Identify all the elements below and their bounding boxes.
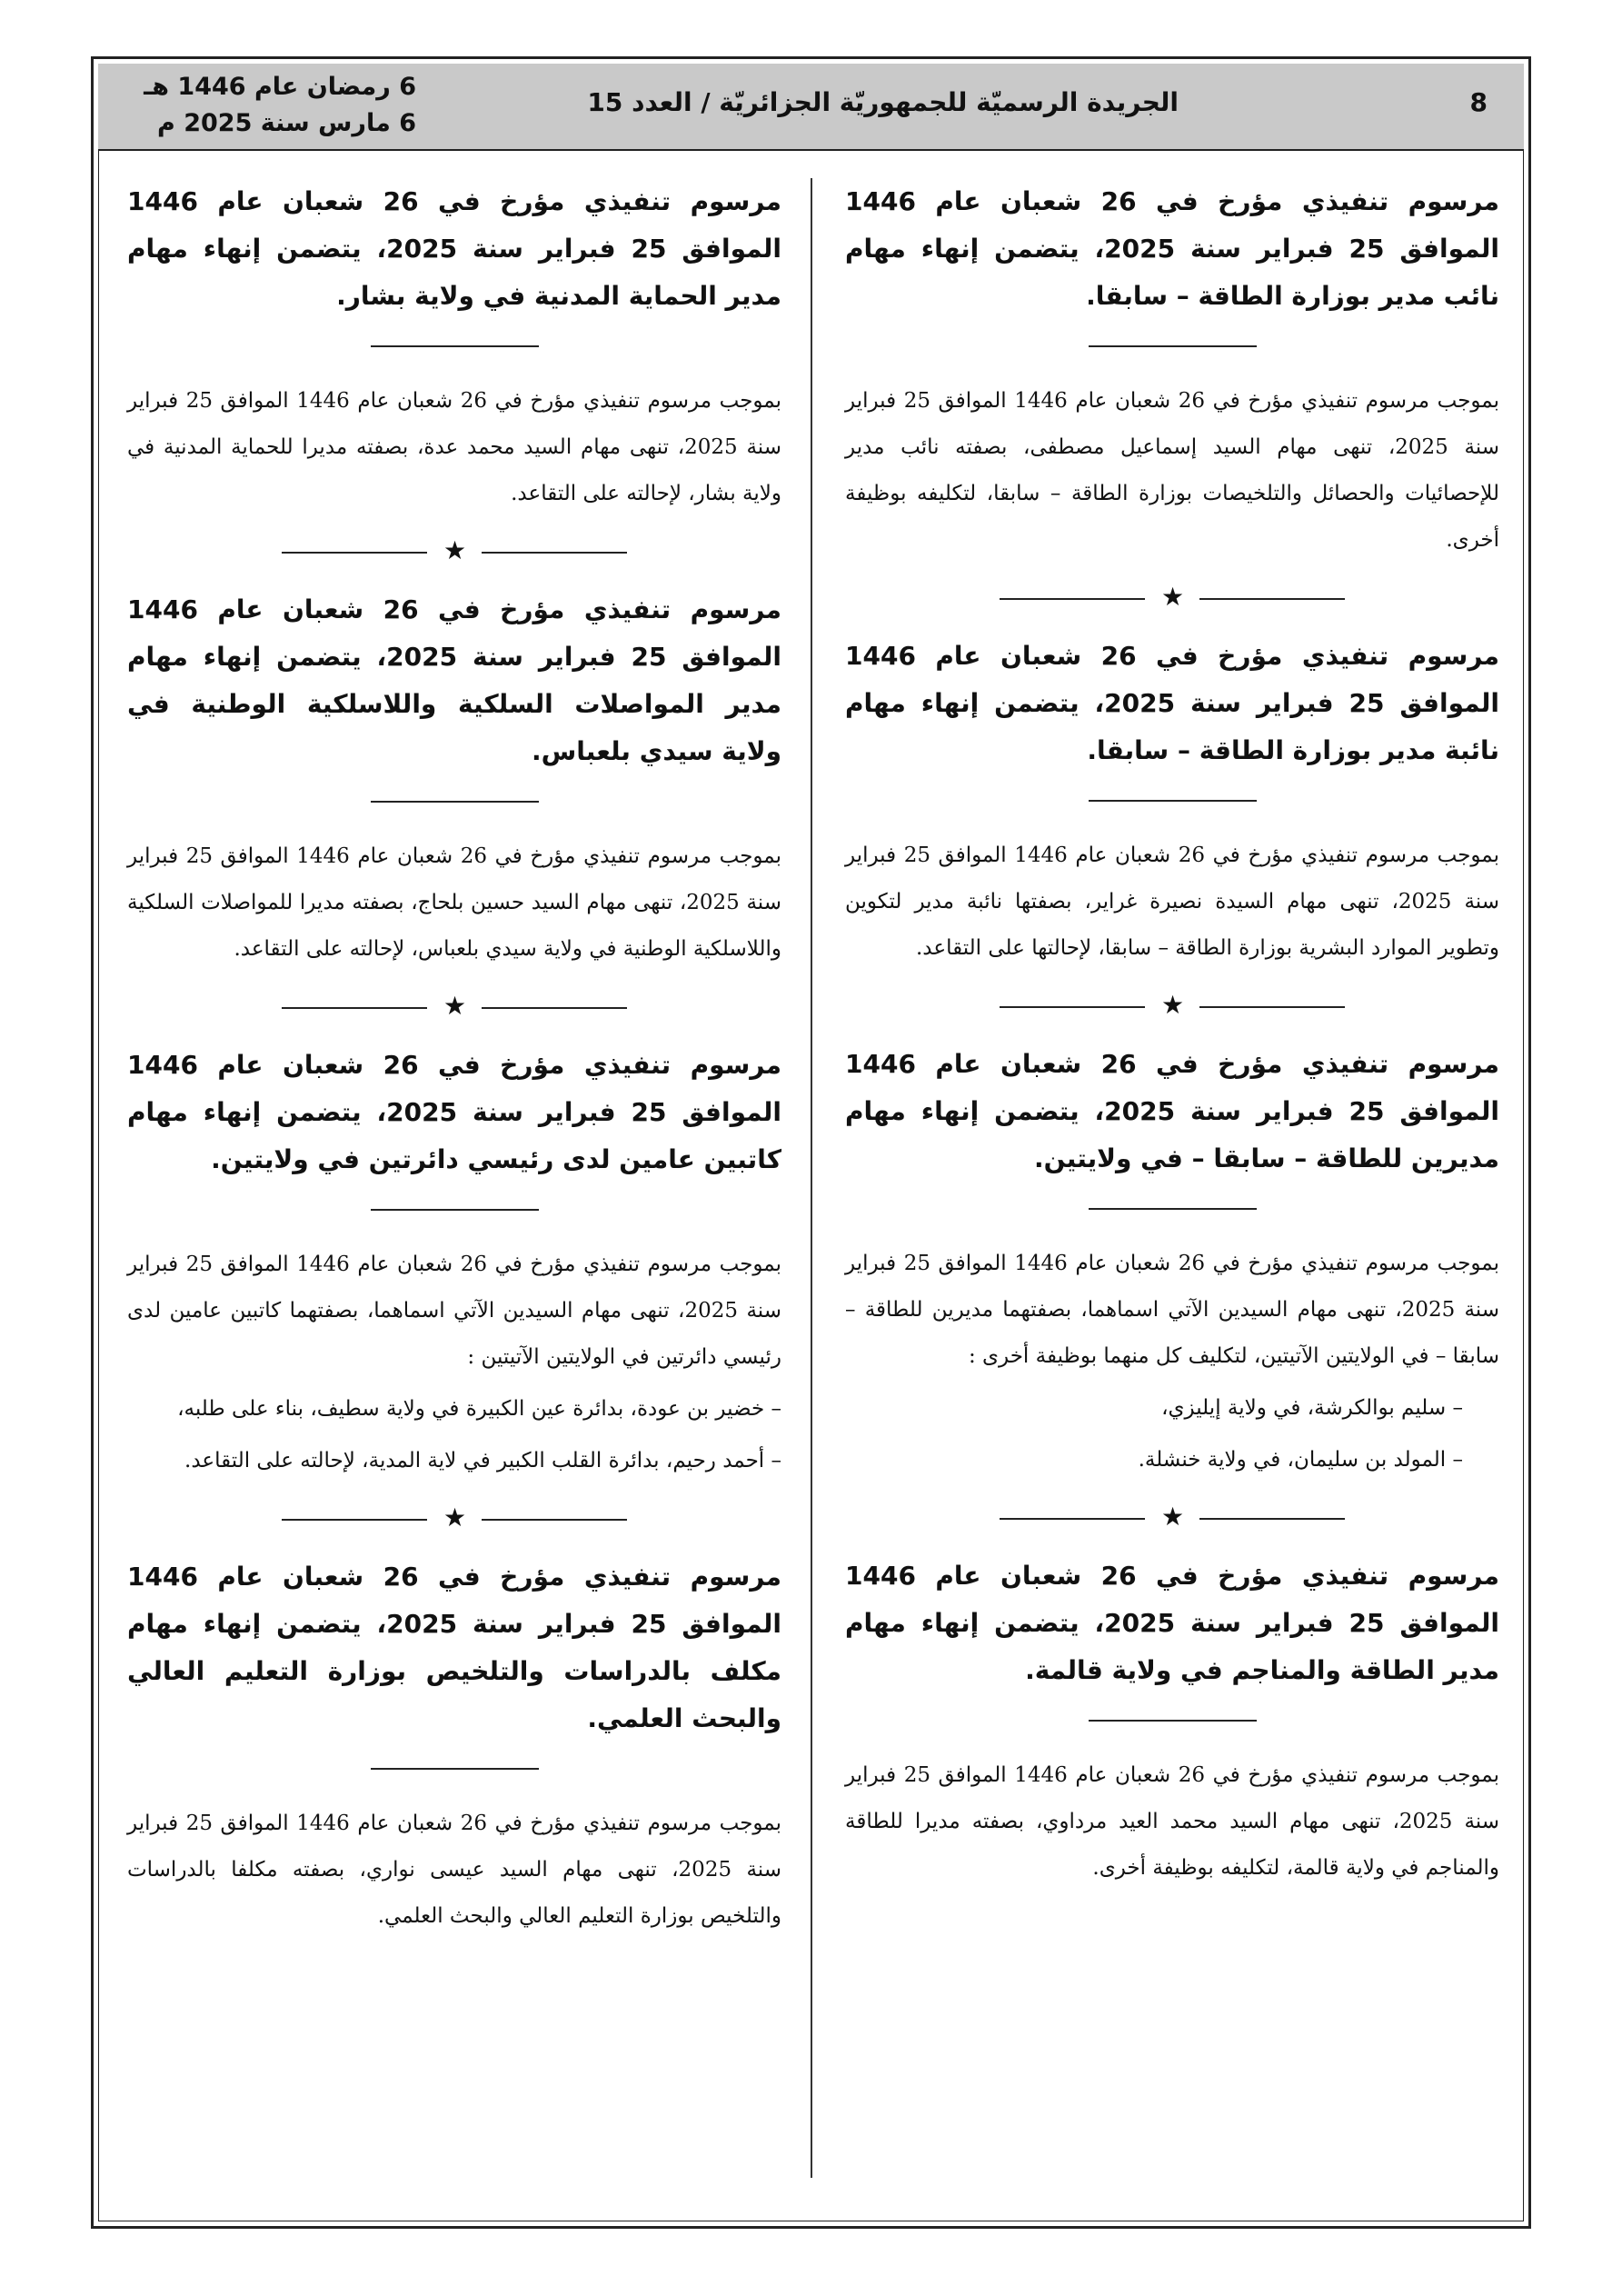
list-item: – المولد بن سليمان، في ولاية خنشلة.	[1138, 1448, 1463, 1472]
decree-title: مرسوم تنفيذي مؤرخ في 26 شعبان عام 1446 الموافق 25 فبراير سنة 2025، يتضمن إنهاء مهام نائب مدير بوزارة الطاقة – سابقا.	[845, 186, 1500, 311]
decree-body: بموجب مرسوم تنفيذي مؤرخ في 26 شعبان عام 1446 الموافق 25 فبراير سنة 2025، تنهى مهام السيد محمد العيد مرداوي، بصفته مديرا للطاقة والمناجم في ولاية قالمة، لتكليفه بوظيفة أخرى.	[845, 1763, 1499, 1880]
list-item: – سليم بوالكرشة، في ولاية إيليزي،	[1161, 1396, 1463, 1420]
decree-title: مرسوم تنفيذي مؤرخ في 26 شعبان عام 1446 الموافق 25 فبراير سنة 2025، يتضمن إنهاء مهام مدير المواصلات السلكية واللاسلكية الوطنية في ولاية سيدي بلعباس.	[127, 594, 782, 766]
separator-line	[1199, 1518, 1345, 1520]
decree-title: مرسوم تنفيذي مؤرخ في 26 شعبان عام 1446 الموافق 25 فبراير سنة 2025، يتضمن إنهاء مهام مدير الحماية المدنية في ولاية بشار.	[127, 186, 782, 311]
star-separator	[282, 989, 627, 1025]
decree-body: بموجب مرسوم تنفيذي مؤرخ في 26 شعبان عام 1446 الموافق 25 فبراير سنة 2025، تنهى مهام السيدين الآتي اسماهما، بصفتهما كاتبين عامين لدى رئيسي دائرتين في الولايتين الآتيتين :	[127, 1253, 782, 1369]
decree	[845, 178, 1499, 564]
hijri-date: 6 رمضان عام 1446 هـ	[144, 73, 416, 101]
star-icon: ★	[443, 535, 467, 565]
list-item: – أحمد رحيم، بدائرة القلب الكبير في لاية المدية، لإحالته على التقاعد.	[184, 1449, 781, 1472]
right-column	[845, 178, 1499, 1901]
decree-body: بموجب مرسوم تنفيذي مؤرخ في 26 شعبان عام 1446 الموافق 25 فبراير سنة 2025، تنهى مهام السيدة نصيرة غراير، بصفتها نائبة مدير لتكوين وتطوير الموارد البشرية بوزارة الطاقة – سابقا، لإحالتها على التقاعد.	[845, 844, 1499, 960]
page-header	[98, 64, 1524, 151]
decree-body: بموجب مرسوم تنفيذي مؤرخ في 26 شعبان عام 1446 الموافق 25 فبراير سنة 2025، تنهى مهام السيد عيسى نواري، بصفته مكلفا بالدراسات والتلخيص بوزارة التعليم العالي والبحث العلمي.	[127, 1812, 781, 1928]
separator-line	[1000, 598, 1145, 600]
gregorian-date: 6 مارس سنة 2025 م	[157, 109, 416, 137]
separator-line	[282, 1007, 427, 1009]
decree	[845, 633, 1499, 972]
star-separator	[1000, 1500, 1345, 1536]
star-separator	[1000, 988, 1345, 1024]
title-rule	[371, 1209, 539, 1211]
separator-line	[482, 1007, 627, 1009]
star-icon: ★	[1161, 990, 1185, 1020]
title-rule	[371, 345, 539, 347]
decree-title: مرسوم تنفيذي مؤرخ في 26 شعبان عام 1446 الموافق 25 فبراير سنة 2025، يتضمن إنهاء مهام نائبة مدير بوزارة الطاقة – سابقا.	[845, 641, 1500, 765]
decree	[127, 586, 781, 973]
decree	[127, 178, 781, 517]
decree	[127, 1553, 781, 1940]
star-icon: ★	[443, 1502, 467, 1532]
decree-body: بموجب مرسوم تنفيذي مؤرخ في 26 شعبان عام 1446 الموافق 25 فبراير سنة 2025، تنهى مهام السيد محمد عدة، بصفته مديرا للحماية المدنية في ولاية بشار، لإحالته على التقاعد.	[127, 389, 781, 505]
star-separator	[282, 534, 627, 570]
page-number: 8	[1469, 87, 1488, 117]
decree-title: مرسوم تنفيذي مؤرخ في 26 شعبان عام 1446 الموافق 25 فبراير سنة 2025، يتضمن إنهاء مهام مديرين للطاقة – سابقا – في ولايتين.	[845, 1049, 1500, 1173]
title-rule	[1089, 1720, 1257, 1722]
decree-body: بموجب مرسوم تنفيذي مؤرخ في 26 شعبان عام 1446 الموافق 25 فبراير سنة 2025، تنهى مهام السيدين الآتي اسماهما، بصفتهما مديرين للطاقة – سابقا – في الولايتين الآتيتين، لتكليف كل منهما بوظيفة أخرى :	[845, 1252, 1499, 1368]
star-icon: ★	[1161, 1502, 1185, 1532]
decree-title: مرسوم تنفيذي مؤرخ في 26 شعبان عام 1446 الموافق 25 فبراير سنة 2025، يتضمن إنهاء مهام كاتبين عامين لدى رئيسي دائرتين في ولايتين.	[127, 1050, 782, 1174]
star-icon: ★	[443, 991, 467, 1021]
title-rule	[371, 1768, 539, 1770]
separator-line	[1199, 598, 1345, 600]
star-icon: ★	[1161, 582, 1185, 612]
decree-body: بموجب مرسوم تنفيذي مؤرخ في 26 شعبان عام 1446 الموافق 25 فبراير سنة 2025، تنهى مهام السيد إسماعيل مصطفى، بصفته نائب مدير للإحصائيات والحصائل والتلخيصات بوزارة الطاقة – سابقا، لتكليفه بوظيفة أخرى.	[845, 389, 1499, 552]
left-column	[127, 178, 781, 1949]
title-rule	[371, 801, 539, 803]
separator-line	[282, 1519, 427, 1521]
separator-line	[282, 552, 427, 554]
title-rule	[1089, 1208, 1257, 1210]
decree-body: بموجب مرسوم تنفيذي مؤرخ في 26 شعبان عام 1446 الموافق 25 فبراير سنة 2025، تنهى مهام السيد حسين بلحاج، بصفته مديرا للمواصلات السلكية واللاسلكية الوطنية في ولاية سيدي بلعباس، لإحالته على التقاعد.	[127, 844, 781, 961]
title-rule	[1089, 345, 1257, 347]
star-separator	[282, 1501, 627, 1537]
decree	[127, 1042, 781, 1484]
separator-line	[1199, 1006, 1345, 1008]
journal-title: الجريدة الرسميّة للجمهوريّة الجزائريّة / العدد 15	[587, 87, 1179, 117]
separator-line	[1000, 1518, 1145, 1520]
separator-line	[482, 1519, 627, 1521]
separator-line	[1000, 1006, 1145, 1008]
list-item: – خضير بن عودة، بدائرة عين الكبيرة في ولاية سطيف، بناء على طلبه،	[177, 1397, 781, 1421]
title-rule	[1089, 800, 1257, 802]
separator-line	[482, 552, 627, 554]
star-separator	[1000, 580, 1345, 616]
decree	[845, 1041, 1499, 1483]
decree-title: مرسوم تنفيذي مؤرخ في 26 شعبان عام 1446 الموافق 25 فبراير سنة 2025، يتضمن إنهاء مهام مدير الطاقة والمناجم في ولاية قالمة.	[845, 1561, 1500, 1685]
column-divider	[811, 178, 812, 2178]
decree	[845, 1552, 1499, 1892]
decree-title: مرسوم تنفيذي مؤرخ في 26 شعبان عام 1446 الموافق 25 فبراير سنة 2025، يتضمن إنهاء مهام مكلف بالدراسات والتلخيص بوزارة التعليم العالي والبحث العلمي.	[127, 1562, 782, 1733]
